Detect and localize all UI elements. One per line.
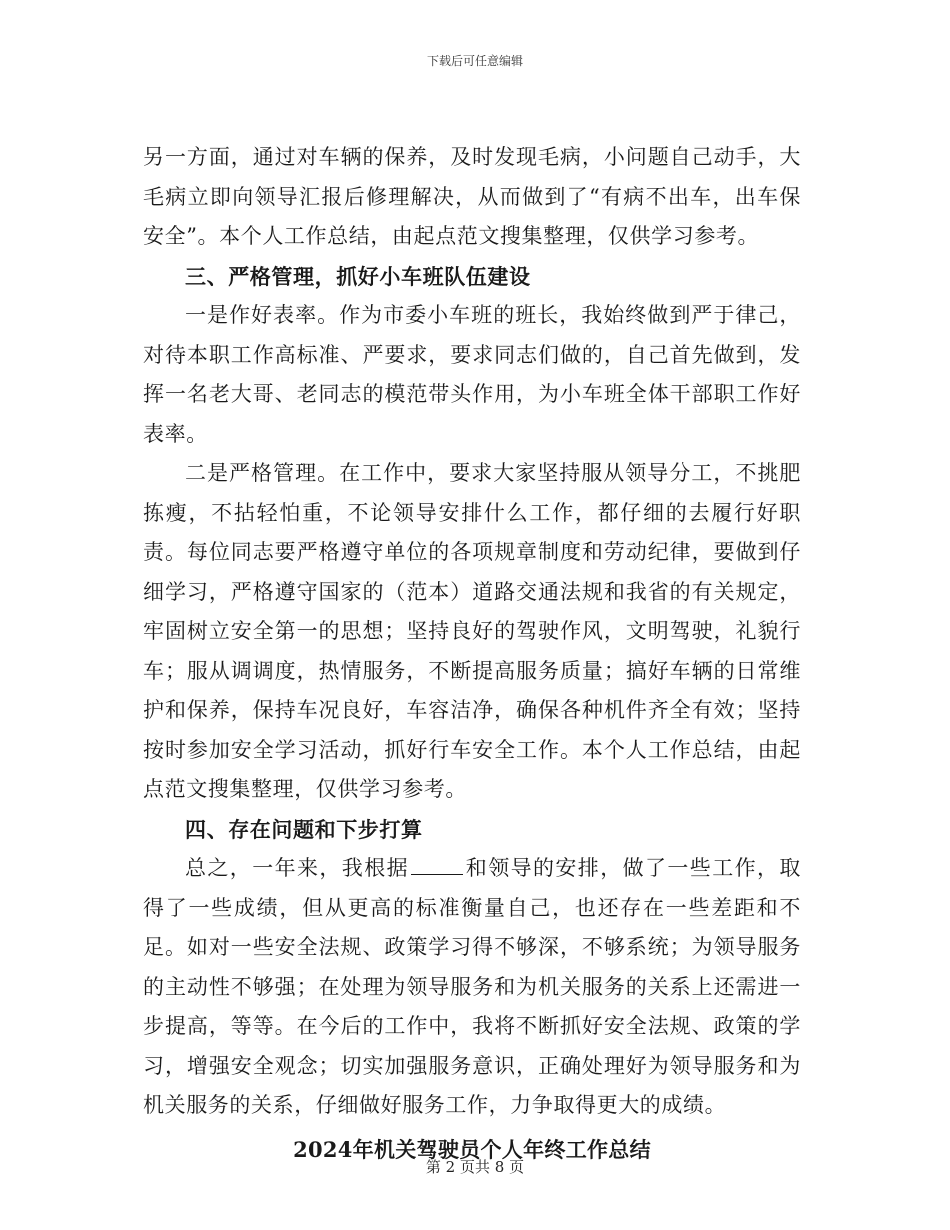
summary-text-end: 和领导的安排，做了一些工作，取得了一些成绩，但从更高的标准衡量自己，也还存在一些差距和不足。如对一些安全法规、政策学习得不够深，不够系统；为领导服务的主动性不够强；在处理为领导服务和为机关服务的关系上还需进一步提高，等等。在今后的工作中，我将不断抓好安全法规、政策的学习，增强安全观念；切实加强服务意识，正确处理好为领导服务和为机关服务的关系，仔细做好服务工作，力争取得更大的成绩。 <box>143 856 801 1117</box>
section-heading-3: 三、严格管理，抓好小车班队伍建设 <box>185 263 531 289</box>
document-body <box>143 138 801 1169</box>
next-document-title: 2024年机关驾驶员个人年终工作总结 <box>293 1136 651 1162</box>
paragraph-summary <box>143 849 801 1126</box>
paragraph-strict-management: 二是严格管理。在工作中，要求大家坚持服从领导分工，不挑肥拣瘦，不拈轻怕重，不论领导安排什么工作，都仔细的去履行好职责。每位同志要严格遵守单位的各项规章制度和劳动纪律，要做到仔细学习，严格遵守国家的（范本）道路交通法规和我省的有关规定，牢固树立安全第一的思想；坚持良好的驾驶作风，文明驾驶，礼貌行车；服从调调度，热情服务，不断提高服务质量；搞好车辆的日常维护和保养，保持车况良好，车容洁净，确保各种机件齐全有效；坚持按时参加安全学习活动，抓好行车安全工作。本个人工作总结，由起点范文搜集整理，仅供学习参考。 <box>143 461 801 801</box>
summary-text-start: 总之，一年来，我根据 <box>185 856 409 880</box>
page-header: 下载后可任意编辑 <box>426 54 523 68</box>
page-number: 第 2 页共 8 页 <box>425 1158 525 1176</box>
fill-in-blank <box>411 856 463 875</box>
paragraph-lead-by-example: 一是作好表率。作为市委小车班的班长，我始终做到严于律己，对待本职工作高标准、严要求，要求同志们做的，自己首先做到，发挥一名老大哥、老同志的模范带头作用，为小车班全体干部职工作好表率。 <box>143 303 801 446</box>
section-heading-4: 四、存在问题和下步打算 <box>185 816 423 842</box>
paragraph-continued: 另一方面，通过对车辆的保养，及时发现毛病，小问题自己动手，大毛病立即向领导汇报后修理解决，从而做到了“有病不出车，出车保安全”。本个人工作总结，由起点范文搜集整理，仅供学习参考。 <box>143 145 801 248</box>
